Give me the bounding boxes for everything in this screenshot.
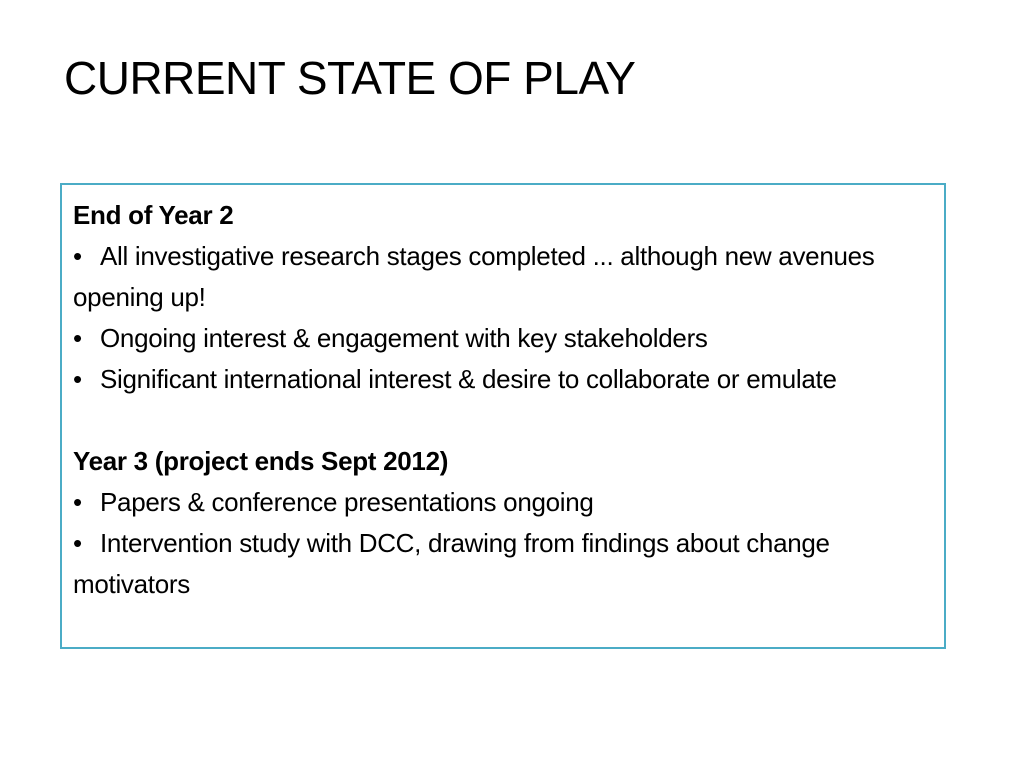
bullet-item [73, 318, 934, 359]
content-box [60, 183, 946, 649]
bullet-text: Significant international interest & desire to collaborate or emulate [100, 364, 837, 394]
bullet-item [73, 523, 934, 605]
section-heading: Year 3 (project ends Sept 2012) [73, 446, 449, 476]
bullet-text: Ongoing interest & engagement with key stakeholders [100, 323, 708, 353]
bullet-icon: • [73, 528, 82, 558]
bullet-icon: • [73, 487, 82, 517]
bullet-text: All investigative research stages completed ... although new avenues opening up! [73, 241, 875, 312]
bullet-text: Intervention study with DCC, drawing from findings about change motivators [73, 528, 830, 599]
section-year-3 [73, 441, 934, 605]
bullet-icon: • [73, 241, 82, 271]
bullet-icon: • [73, 323, 82, 353]
bullet-item [73, 236, 934, 318]
bullet-text: Papers & conference presentations ongoing [100, 487, 594, 517]
section-heading: End of Year 2 [73, 200, 234, 230]
bullet-item [73, 482, 934, 523]
section-year-2 [73, 195, 934, 400]
bullet-item [73, 359, 934, 400]
section-spacer [73, 400, 934, 441]
bullet-icon: • [73, 364, 82, 394]
slide-title: CURRENT STATE OF PLAY [64, 52, 636, 104]
